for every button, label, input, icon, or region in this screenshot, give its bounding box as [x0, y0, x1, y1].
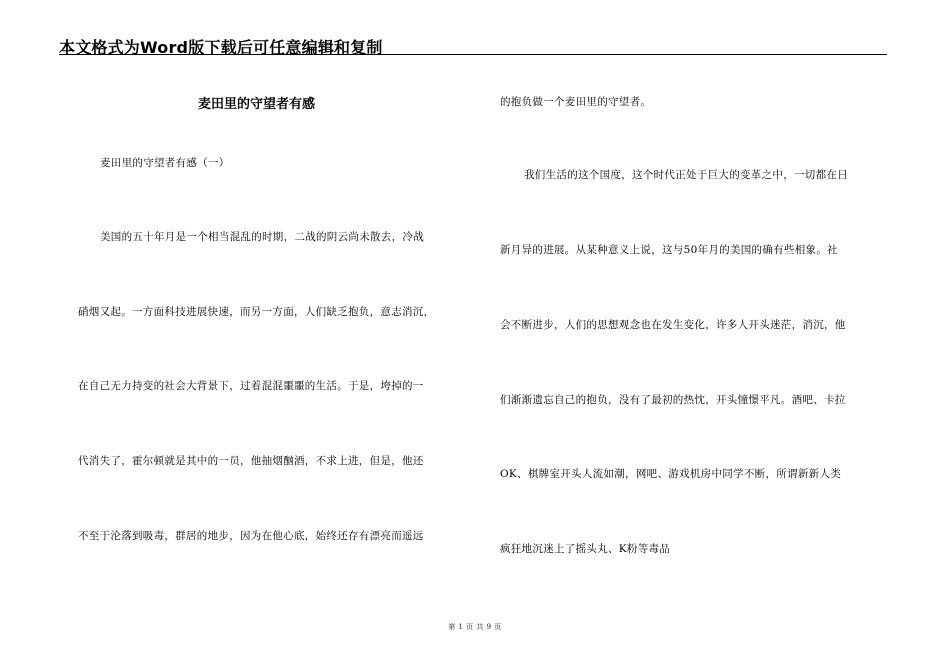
paragraph-line: 在自己无力持变的社会大背景下，过着混混噩噩的生活。于是，垮掉的一	[78, 380, 424, 392]
paragraph-line: 硝烟又起。一方面科技进展快速，而另一方面，人们缺乏抱负，意志消沉，	[78, 306, 435, 318]
paragraph-line: 疯狂地沉迷上了摇头丸、K粉等毒品	[500, 543, 671, 555]
paragraph-line: 不至于沦落到吸毒，群居的地步，因为在他心底，始终还存有漂亮而遥远	[78, 530, 424, 542]
paragraph-line: 新月异的进展。从某种意义上说，这与50年月的美国的确有些相象。社	[500, 244, 838, 256]
paragraph-line: 会不断进步，人们的思想观念也在发生变化，许多人开头迷茫，消沉，他	[500, 319, 846, 331]
paragraph-line: 美国的五十年月是一个相当混乱的时期，二战的阴云尚未散去，冷战	[100, 231, 424, 243]
paragraph-line: OK、棋牌室开头人流如潮，网吧、游戏机房中同学不断，所谓新新人类	[500, 468, 842, 480]
header-banner: 本文格式为Word版下载后可任意编辑和复制	[59, 38, 383, 57]
paragraph-line: 代消失了，霍尔顿就是其中的一员，他抽烟酗酒，不求上进，但是，他还	[78, 455, 424, 467]
paragraph-line: 们渐渐遗忘自己的抱负，没有了最初的热忱，开头憧憬平凡。酒吧、卡拉	[500, 394, 846, 406]
header-divider	[59, 54, 887, 55]
paragraph-line: 我们生活的这个国度，这个时代正处于巨大的变革之中，一切都在日	[524, 169, 848, 181]
paragraph-line: 麦田里的守望者有感（一）	[100, 157, 230, 169]
page-number-footer: 第 1 页 共 9 页	[448, 623, 502, 631]
document-title: 麦田里的守望者有感	[198, 97, 316, 112]
paragraph-line: 的抱负做一个麦田里的守望者。	[500, 96, 652, 108]
